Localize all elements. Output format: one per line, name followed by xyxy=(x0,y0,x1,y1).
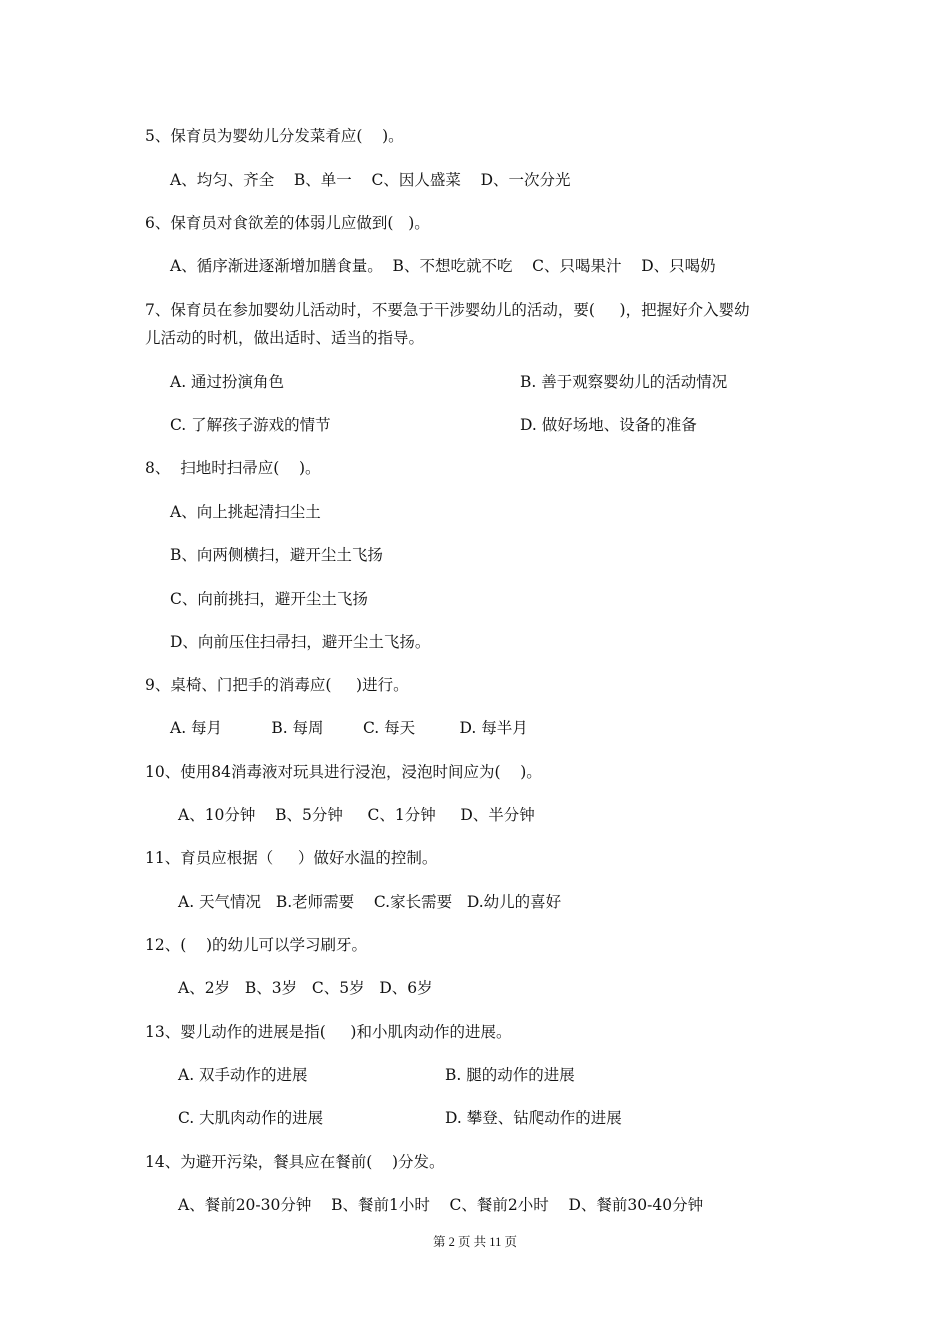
option-c: C. 大肌肉动作的进展 xyxy=(178,1109,324,1127)
option-d: D. 做好场地、设备的准备 xyxy=(520,416,697,434)
question-stem: 12、( )的幼儿可以学习刷牙。 xyxy=(145,936,368,954)
option-a: A. 通过扮演角色 xyxy=(170,373,285,391)
question-stem: 6、保育员对食欲差的体弱儿应做到( )。 xyxy=(145,214,430,232)
question-stem-line-1: 7、保育员在参加婴幼儿活动时，不要急于干涉婴幼儿的活动，要( )，把握好介入婴幼 xyxy=(145,301,750,319)
question-stem: 5、保育员为婴幼儿分发菜肴应( )。 xyxy=(145,127,404,145)
option-d: D. 攀登、钻爬动作的进展 xyxy=(445,1109,622,1127)
question-stem: 10、使用84消毒液对玩具进行浸泡，浸泡时间应为( )。 xyxy=(145,763,542,781)
option-a: A. 双手动作的进展 xyxy=(178,1066,308,1084)
option-b: B、向两侧横扫，避开尘土飞扬 xyxy=(170,546,383,564)
option-a: A、向上挑起清扫尘土 xyxy=(170,503,321,521)
option-c: C. 了解孩子游戏的情节 xyxy=(170,416,331,434)
option-d: D、向前压住扫帚扫，避开尘土飞扬。 xyxy=(170,633,431,651)
option-c: C、向前挑扫，避开尘土飞扬 xyxy=(170,590,368,608)
question-options: A、循序渐进逐渐增加膳食量。 B、不想吃就不吃 C、只喝果汁 D、只喝奶 xyxy=(170,257,716,275)
question-stem: 11、育员应根据（ ）做好水温的控制。 xyxy=(145,849,438,867)
question-stem-line-2: 儿活动的时机，做出适时、适当的指导。 xyxy=(145,329,425,347)
question-options: A、2岁 B、3岁 C、5岁 D、6岁 xyxy=(178,979,433,997)
question-options: A. 天气情况 B.老师需要 C.家长需要 D.幼儿的喜好 xyxy=(178,893,562,911)
question-stem: 9、桌椅、门把手的消毒应( )进行。 xyxy=(145,676,409,694)
question-options: A、餐前20-30分钟 B、餐前1小时 C、餐前2小时 D、餐前30-40分钟 xyxy=(178,1196,704,1214)
page-footer: 第 2 页 共 11 页 xyxy=(433,1235,517,1249)
question-stem: 8、 扫地时扫帚应( )。 xyxy=(145,459,321,477)
question-options: A、均匀、齐全 B、单一 C、因人盛菜 D、一次分光 xyxy=(170,171,571,189)
question-options: A、10分钟 B、5分钟 C、1分钟 D、半分钟 xyxy=(178,806,535,824)
question-options: A. 每月 B. 每周 C. 每天 D. 每半月 xyxy=(170,719,528,737)
question-stem: 14、为避开污染，餐具应在餐前( )分发。 xyxy=(145,1153,445,1171)
question-stem: 13、婴儿动作的进展是指( )和小肌肉动作的进展。 xyxy=(145,1023,512,1041)
option-b: B. 善于观察婴幼儿的活动情况 xyxy=(520,373,728,391)
option-b: B. 腿的动作的进展 xyxy=(445,1066,575,1084)
